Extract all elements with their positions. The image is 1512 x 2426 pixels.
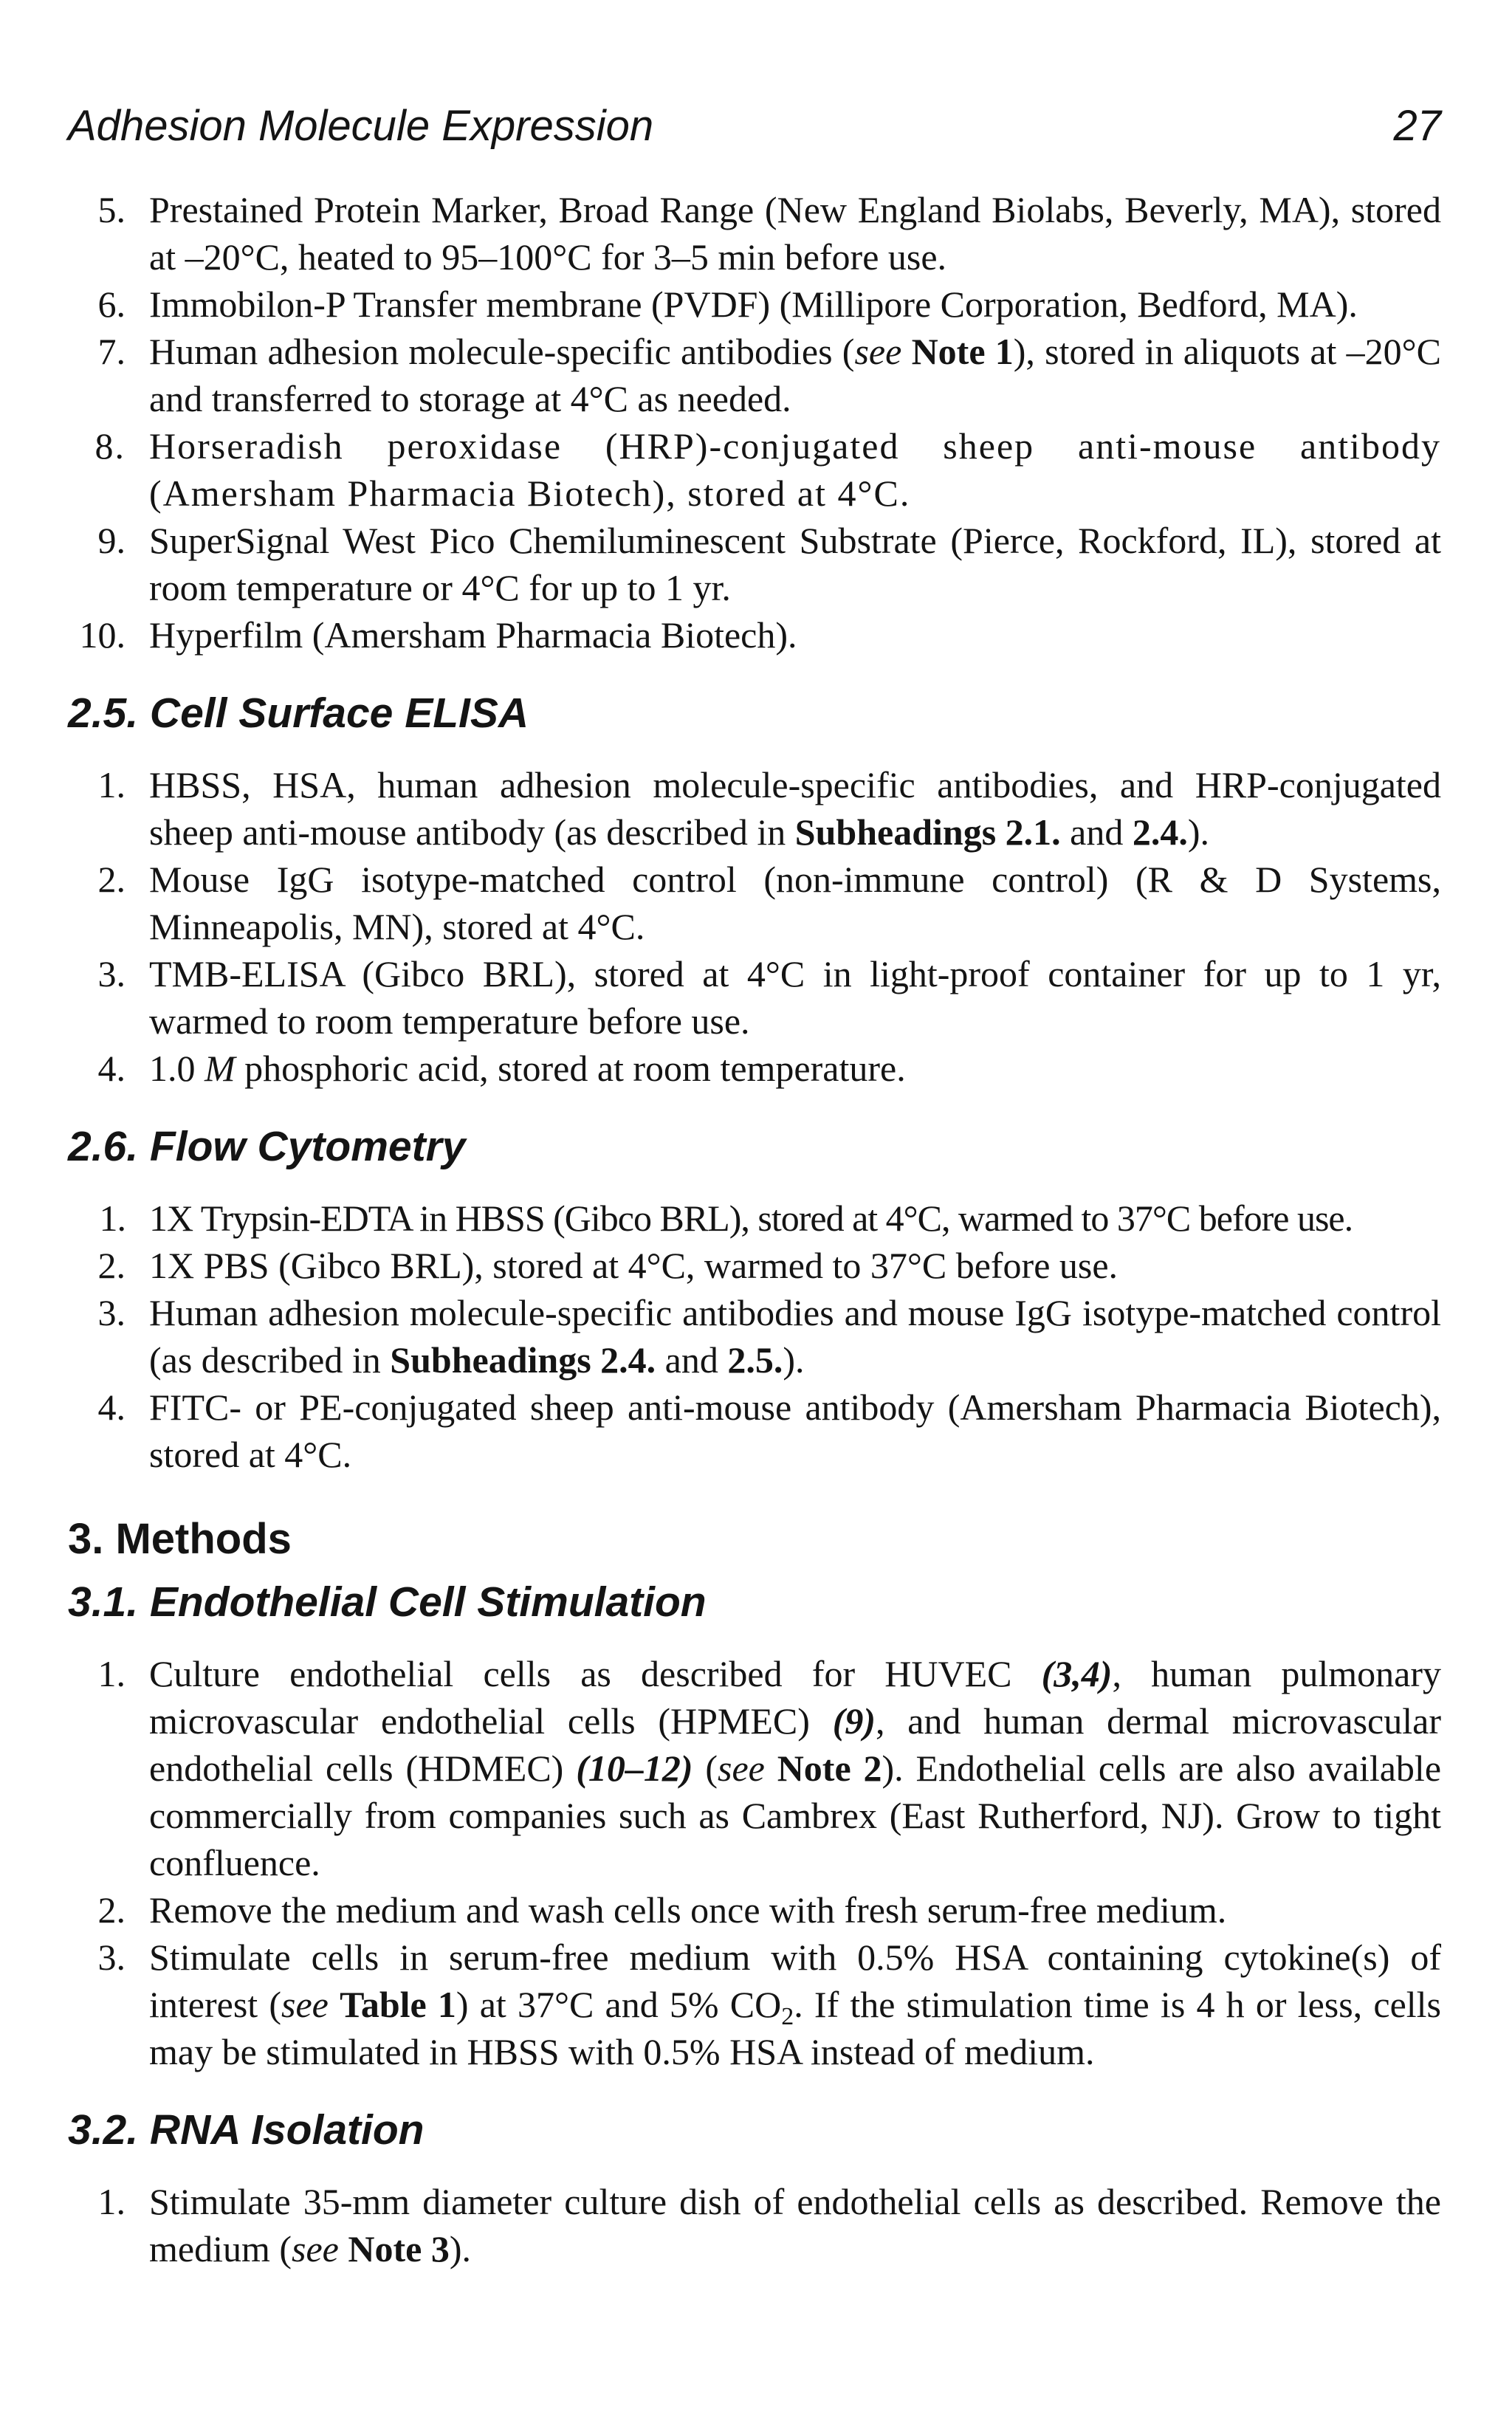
item-number: 7. xyxy=(97,331,126,372)
item-number: 1. xyxy=(99,1197,126,1239)
list-item xyxy=(68,422,1441,517)
citation: (9) xyxy=(832,1700,876,1742)
item-text: 1X PBS (Gibco BRL), stored at 4°C, warmed to 37°C before use. xyxy=(149,1245,1118,1286)
list-item xyxy=(68,1934,1441,2075)
see-word: see xyxy=(854,331,902,372)
running-header xyxy=(68,102,1441,150)
item-text: Stimulate cells in serum-free medium with 0.5% HSA containing cytokine(s) of interest ( xyxy=(149,1937,1441,2025)
running-title: Adhesion Molecule Expression xyxy=(68,102,654,150)
cross-reference: Subheadings 2.4. xyxy=(390,1339,656,1381)
cross-reference: Table 1 xyxy=(340,1984,456,2025)
item-number: 2. xyxy=(97,1245,126,1286)
item-number: 3. xyxy=(97,953,126,994)
item-number: 10. xyxy=(79,614,126,656)
materials-list-continued xyxy=(68,186,1441,659)
item-number: 4. xyxy=(97,1386,126,1428)
list-item xyxy=(68,1195,1441,1242)
list-item xyxy=(68,1650,1441,1886)
item-text: Prestained Protein Marker, Broad Range (New England Biolabs, Beverly, MA), stored at –20°C, heated to 95–100°C for 3–5 min before use. xyxy=(149,189,1441,278)
cross-reference: Note 2 xyxy=(777,1748,882,1789)
item-number: 3. xyxy=(97,1292,126,1333)
flow-cytometry-materials-list xyxy=(68,1195,1441,1478)
item-text: and xyxy=(656,1339,728,1381)
item-number: 4. xyxy=(97,1048,126,1089)
item-text: TMB-ELISA (Gibco BRL), stored at 4°C in light-proof container for up to 1 yr, warmed to room temperature before use. xyxy=(149,953,1441,1042)
see-word: see xyxy=(292,2228,339,2269)
list-item xyxy=(68,1242,1441,1289)
item-text: Culture endothelial cells as described for HUVEC xyxy=(149,1653,1042,1694)
section-heading-2-5: 2.5. Cell Surface ELISA xyxy=(68,690,529,737)
item-text: Horseradish peroxidase (HRP)-conjugated sheep anti-mouse antibody (Amersham Pharmacia Biotech), stored at 4°C. xyxy=(149,425,1441,514)
list-item xyxy=(68,1384,1441,1478)
list-item xyxy=(68,1886,1441,1934)
item-text: ), stored in aliquots at –20°C and transferred to storage at 4°C as needed. xyxy=(149,331,1441,419)
stimulation-steps-list xyxy=(68,1650,1441,2075)
item-text: Mouse IgG isotype-matched control (non-immune control) (R & D Systems, Minneapolis, MN), stored at 4°C. xyxy=(149,859,1441,947)
item-number: 5. xyxy=(97,189,126,230)
item-number: 1. xyxy=(97,2181,126,2222)
item-text: SuperSignal West Pico Chemiluminescent Substrate (Pierce, Rockford, IL), stored at room temperature or 4°C for up to 1 yr. xyxy=(149,520,1441,608)
list-item xyxy=(68,281,1441,328)
item-text: ). xyxy=(1187,811,1210,853)
item-text: 1.0 xyxy=(149,1048,205,1089)
item-text: Hyperfilm (Amersham Pharmacia Biotech). xyxy=(149,614,797,656)
item-text: HBSS, HSA, human adhesion molecule-specific antibodies, and HRP-conjugated sheep anti-mouse antibody (as described in xyxy=(149,764,1441,853)
list-item xyxy=(68,1289,1441,1384)
list-item xyxy=(68,856,1441,950)
cross-reference: 2.4. xyxy=(1132,811,1188,853)
item-text: ( xyxy=(693,1748,718,1789)
item-text: Remove the medium and wash cells once with fresh serum-free medium. xyxy=(149,1889,1227,1931)
item-text: Human adhesion molecule-specific antibodies and mouse IgG isotype-matched control (as described in xyxy=(149,1292,1441,1381)
item-number: 3. xyxy=(97,1937,126,1978)
item-number: 2. xyxy=(97,1889,126,1931)
item-number: 1. xyxy=(97,764,126,805)
item-number: 9. xyxy=(97,520,126,561)
item-text: Stimulate 35-mm diameter culture dish of endothelial cells as described. Remove the medium ( xyxy=(149,2181,1441,2269)
list-item xyxy=(68,186,1441,281)
cross-reference: Subheadings 2.1. xyxy=(794,811,1061,853)
rna-isolation-steps-list xyxy=(68,2178,1441,2272)
list-item xyxy=(68,2178,1441,2272)
item-text: 1X Trypsin-EDTA in HBSS (Gibco BRL), stored at 4°C, warmed to 37°C before use. xyxy=(149,1197,1353,1239)
document-page xyxy=(68,102,1442,2272)
section-heading-2-6: 2.6. Flow Cytometry xyxy=(68,1123,466,1170)
item-number: 1. xyxy=(97,1653,126,1694)
list-item xyxy=(68,1045,1441,1092)
page-number: 27 xyxy=(1393,102,1441,150)
cross-reference: Note 3 xyxy=(348,2228,450,2269)
item-text: ). xyxy=(783,1339,805,1381)
list-item xyxy=(68,761,1441,856)
see-word: see xyxy=(718,1748,765,1789)
item-text: . If the stimulation time is 4 h or less, cells may be stimulated in HBSS with 0.5% HSA instead of medium. xyxy=(149,1984,1441,2072)
unit-molar: M xyxy=(205,1048,236,1089)
item-text: Human adhesion molecule-specific antibodies ( xyxy=(149,331,855,372)
list-item xyxy=(68,611,1441,659)
item-number: 8. xyxy=(94,425,126,467)
section-heading-methods: 3. Methods xyxy=(68,1515,292,1563)
cross-reference: 2.5. xyxy=(727,1339,783,1381)
section-heading-3-2: 3.2. RNA Isolation xyxy=(68,2106,425,2154)
item-number: 2. xyxy=(97,859,126,900)
item-text: and xyxy=(1060,811,1133,853)
citation: (10–12) xyxy=(576,1748,693,1789)
list-item xyxy=(68,517,1441,611)
citation: (3,4) xyxy=(1041,1653,1113,1694)
item-text: FITC- or PE-conjugated sheep anti-mouse antibody (Amersham Pharmacia Biotech), stored at 4°C. xyxy=(149,1386,1441,1475)
subscript: 2 xyxy=(781,2003,794,2030)
see-word: see xyxy=(281,1984,329,2025)
item-number: 6. xyxy=(97,284,126,325)
elisa-materials-list xyxy=(68,761,1441,1092)
section-heading-3-1: 3.1. Endothelial Cell Stimulation xyxy=(68,1578,707,1626)
item-text: phosphoric acid, stored at room temperature. xyxy=(235,1048,906,1089)
list-item xyxy=(68,328,1441,422)
item-text: ). xyxy=(449,2228,471,2269)
item-text: ). Endothelial cells are also available commercially from companies such as Cambrex (East Rutherford, NJ). Grow to tight confluence. xyxy=(149,1748,1442,1883)
item-text: Immobilon-P Transfer membrane (PVDF) (Millipore Corporation, Bedford, MA). xyxy=(149,284,1358,325)
item-text: ) at 37°C and 5% CO xyxy=(456,1984,782,2025)
item-text: , and human dermal microvascular endothelial cells (HDMEC) xyxy=(149,1700,1441,1789)
item-text: , human pulmonary microvascular endothelial cells (HPMEC) xyxy=(149,1653,1441,1742)
list-item xyxy=(68,950,1441,1045)
cross-reference: Note 1 xyxy=(911,331,1014,372)
